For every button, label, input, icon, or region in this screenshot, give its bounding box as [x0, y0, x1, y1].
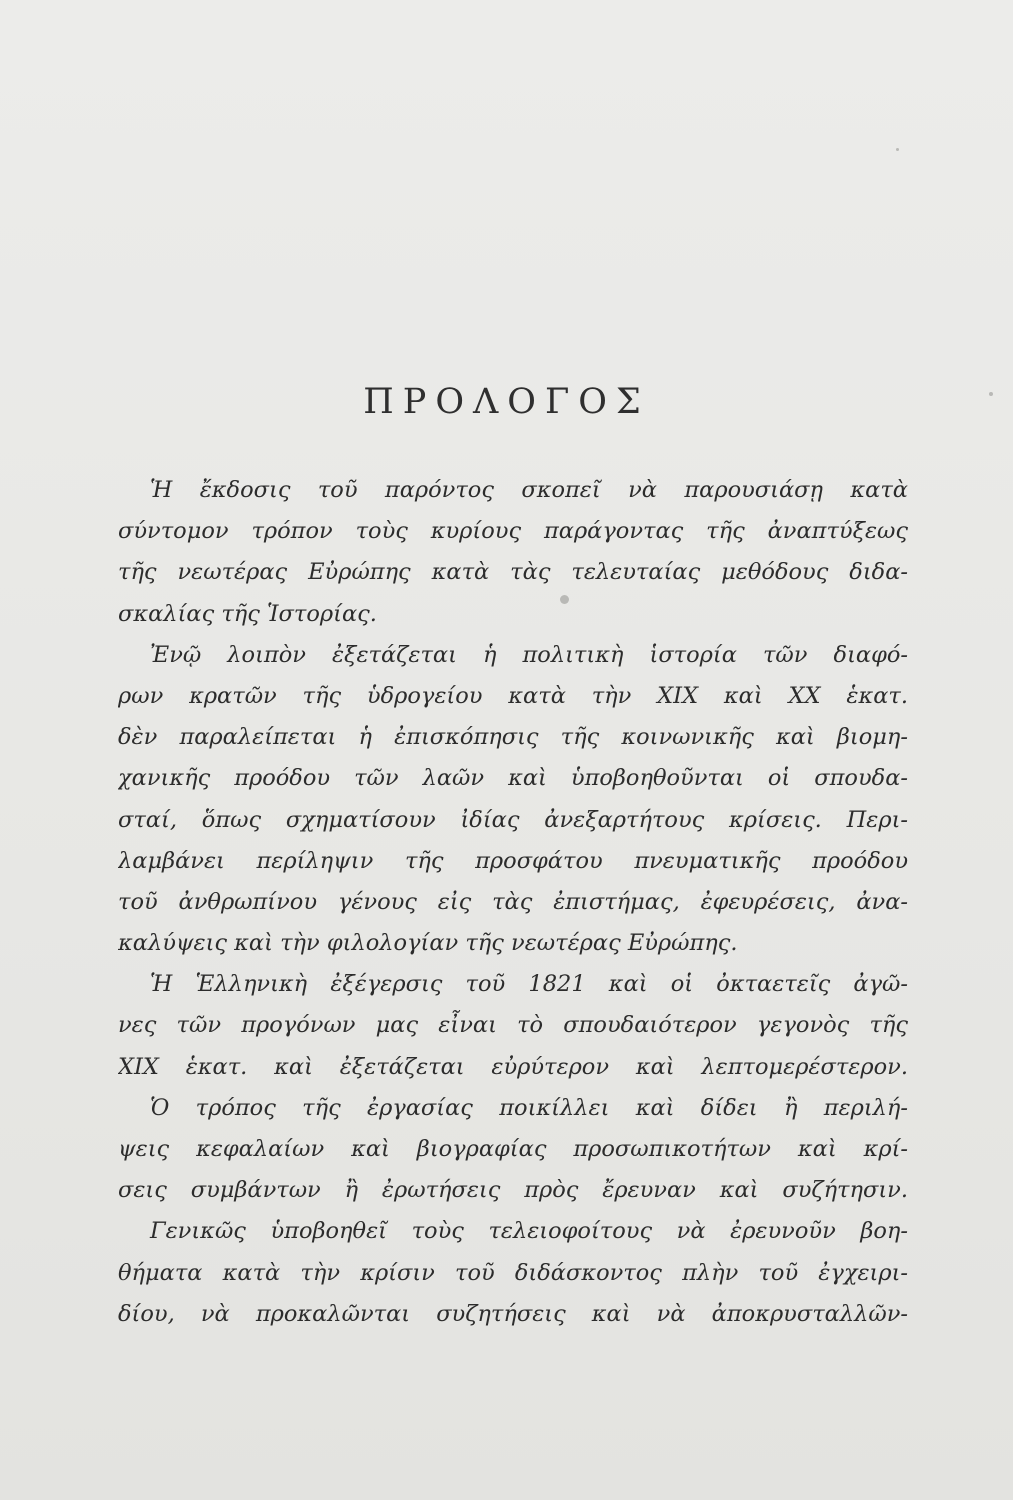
text-line: σύντομον τρόπον τοὺς κυρίους παράγοντας τῆς ἀναπτύξεως	[118, 518, 908, 545]
text-line: σταί, ὅπως σχηματίσουν ἰδίας ἀνεξαρτήτους κρίσεις. Περι-	[118, 806, 908, 833]
text-line: σκαλίας τῆς Ἱστορίας.	[118, 600, 377, 627]
text-line: τῆς νεωτέρας Εὐρώπης κατὰ τὰς τελευταίας μεθόδους διδα-	[118, 559, 908, 586]
text-line: Ἡ Ἑλληνικὴ ἐξέγερσις τοῦ 1821 καὶ οἱ ὀκταετεῖς ἀγῶ-	[150, 971, 908, 998]
text-line: θήματα κατὰ τὴν κρίσιν τοῦ διδάσκοντος πλὴν τοῦ ἐγχειρι-	[118, 1259, 908, 1286]
text-line: τοῦ ἀνθρωπίνου γένους εἰς τὰς ἐπιστήμας, ἐφευρέσεις, ἀνα-	[118, 888, 908, 915]
text-line: Ἐνῷ λοιπὸν ἐξετάζεται ἡ πολιτικὴ ἱστορία τῶν διαφό-	[150, 641, 908, 668]
text-line: σεις συμβάντων ἢ ἐρωτήσεις πρὸς ἔρευναν καὶ συζήτησιν.	[118, 1177, 908, 1204]
page-title: ΠΡΟΛΟΓΟΣ	[363, 382, 650, 422]
text-line: ρων κρατῶν τῆς ὑδρογείου κατὰ τὴν XIX καὶ XX ἑκατ.	[118, 682, 908, 709]
text-line: Ὁ τρόπος τῆς ἐργασίας ποικίλλει καὶ δίδει ἢ περιλή-	[150, 1094, 908, 1121]
text-line: καλύψεις καὶ τὴν φιλολογίαν τῆς νεωτέρας Εὐρώπης.	[118, 930, 738, 957]
text-line: νες τῶν προγόνων μας εἶναι τὸ σπουδαιότερον γεγονὸς τῆς	[118, 1012, 908, 1039]
text-line: Γενικῶς ὑποβοηθεῖ τοὺς τελειοφοίτους νὰ ἐρευνοῦν βοη-	[150, 1218, 908, 1245]
paper-speck	[896, 148, 899, 151]
text-line: δὲν παραλείπεται ἡ ἐπισκόπησις τῆς κοινωνικῆς καὶ βιομη-	[118, 724, 908, 751]
text-line: ψεις κεφαλαίων καὶ βιογραφίας προσωπικοτήτων καὶ κρί-	[118, 1136, 908, 1162]
text-line: χανικῆς προόδου τῶν λαῶν καὶ ὑποβοηθοῦνται οἱ σπουδα-	[118, 765, 908, 792]
preface-body	[118, 470, 908, 1335]
text-line: δίου, νὰ προκαλῶνται συζητήσεις καὶ νὰ ἀποκρυσταλλῶν-	[118, 1300, 908, 1327]
text-line: XIX ἑκατ. καὶ ἐξετάζεται εὐρύτερον καὶ λεπτομερέστερον.	[118, 1053, 908, 1080]
text-line: λαμβάνει περίληψιν τῆς προσφάτου πνευματικῆς προόδου	[118, 847, 908, 874]
text-line: Ἡ ἔκδοσις τοῦ παρόντος σκοπεῖ νὰ παρουσιάσῃ κατὰ	[150, 477, 908, 503]
